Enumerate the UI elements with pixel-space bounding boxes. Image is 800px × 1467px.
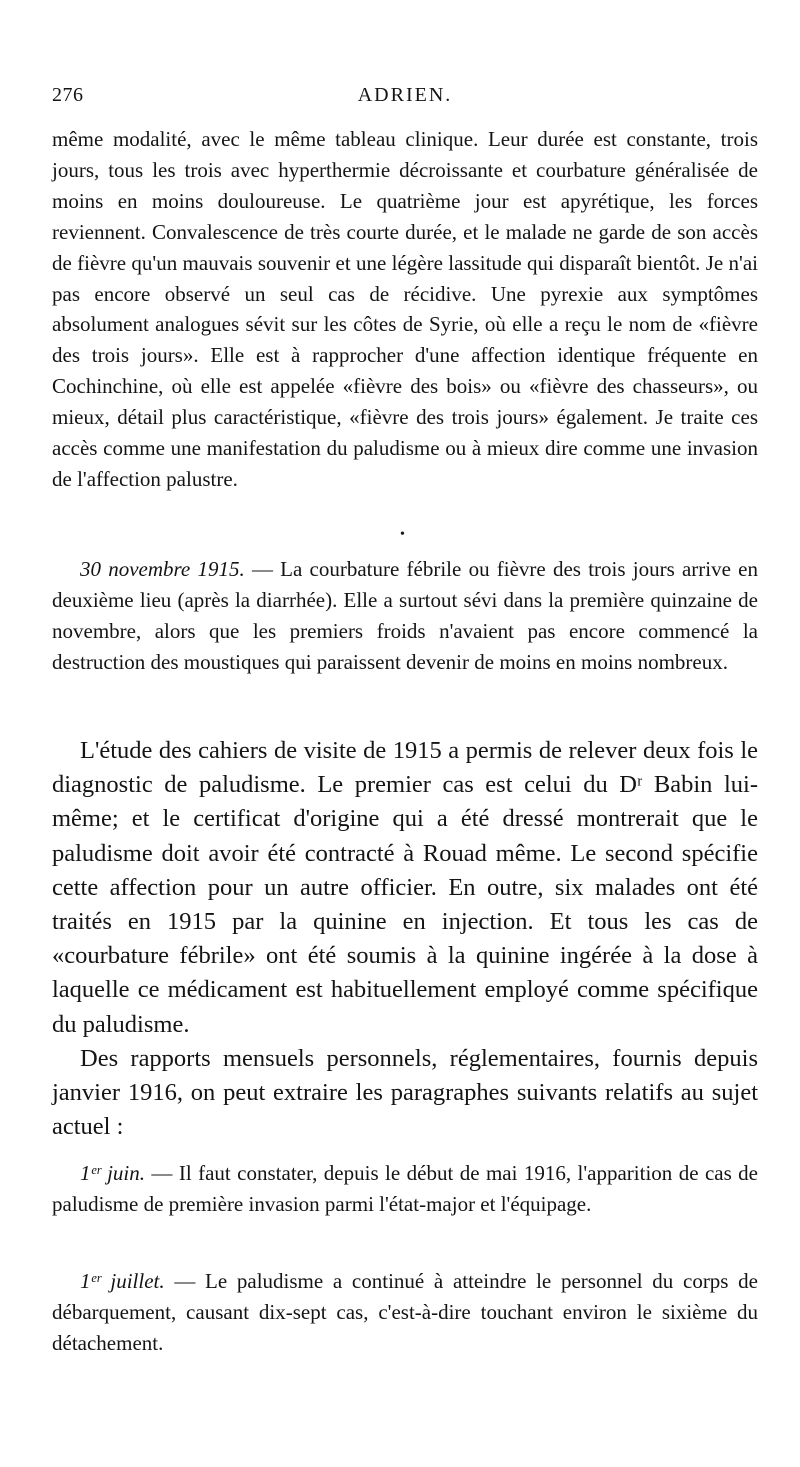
- running-head: [52, 84, 758, 114]
- paragraph-1er-juin: [52, 1158, 758, 1220]
- entry-date: 30 novembre 1915.: [80, 557, 245, 581]
- book-page: [52, 0, 758, 1467]
- paragraph-5: [52, 1158, 758, 1220]
- paragraph-1er-juillet: [52, 1266, 758, 1359]
- paragraph-3-text: L'étude des cahiers de visite de 1915 a permis de relever deux fois le diagnostic de paludisme. Le premier cas est celui du Dʳ Babin lui-même; et le certificat d'origine qui a été dressé montrerait que le paludisme doit avoir été contracté à Rouad même. Le second spécifie cette affection pour un autre officier. En outre, six malades ont été traités en 1915 par la quinine en injection. Et tous les cas de «courbature fébrile» ont été soumis à la quinine ingérée à la dose à laquelle ce médicament est habituellement employé comme spécifique du paludisme.: [52, 737, 758, 1038]
- entry-text: — Il faut constater, depuis le début de mai 1916, l'apparition de cas de paludisme de première invasion parmi l'état-major et l'équipage.: [52, 1161, 759, 1216]
- page-number: 276: [52, 84, 84, 106]
- entry-text: — Le paludisme a continué à atteindre le personnel du corps de débarquement, causant dix-sept cas, c'est-à-dire touchant environ le sixième du détachement.: [52, 1269, 759, 1355]
- paragraph-2: [52, 554, 758, 678]
- entry-text: — La courbature fébrile ou fièvre des trois jours arrive en deuxième lieu (après la diarrhée). Elle a surtout sévi dans la première quinzaine de novembre, alors que les premiers froids n'avaient pas encore commencé la destruction des moustiques qui paraissent devenir de moins en moins nombreux.: [52, 557, 758, 674]
- paragraph-4-text: Des rapports mensuels personnels, réglementaires, fournis depuis janvier 1916, on peut extraire les paragraphes suivants relatifs au sujet actuel :: [52, 1045, 758, 1141]
- paragraph-1-text: même modalité, avec le même tableau clinique. Leur durée est constante, trois jours, tous les trois avec hyperthermie décroissante et courbature généralisée de moins en moins douloureuse. Le quatrième jour est apyrétique, les forces reviennent. Convalescence de très courte durée, et le malade ne garde de son accès de fièvre qu'un mauvais souvenir et une légère lassitude qui disparaît bientôt. Je n'ai pas encore observé un seul cas de récidive. Une pyrexie aux symptômes absolument analogues sévit sur les côtes de Syrie, où elle a reçu le nom de «fièvre des trois jours». Elle est à rapprocher d'une affection identique fréquente en Cochinchine, où elle est appelée «fièvre des bois» ou «fièvre des chasseurs», ou mieux, détail plus caractéristique, «fièvre des trois jours» également. Je traite ces accès comme une manifestation du paludisme ou à mieux dire comme une invasion de l'affection palustre.: [52, 127, 758, 491]
- paragraph-etude-cahiers: [52, 734, 758, 1042]
- paragraph-30-novembre: [52, 554, 758, 678]
- paragraph-continuation: [52, 124, 758, 495]
- paragraph-6: [52, 1266, 758, 1359]
- ink-speck: •: [400, 527, 405, 542]
- entry-date: 1ᵉʳ juin.: [80, 1161, 146, 1185]
- running-title: ADRIEN.: [357, 84, 453, 106]
- paragraph-rapports-mensuels: [52, 1042, 758, 1145]
- entry-date: 1ᵉʳ juillet.: [80, 1269, 165, 1293]
